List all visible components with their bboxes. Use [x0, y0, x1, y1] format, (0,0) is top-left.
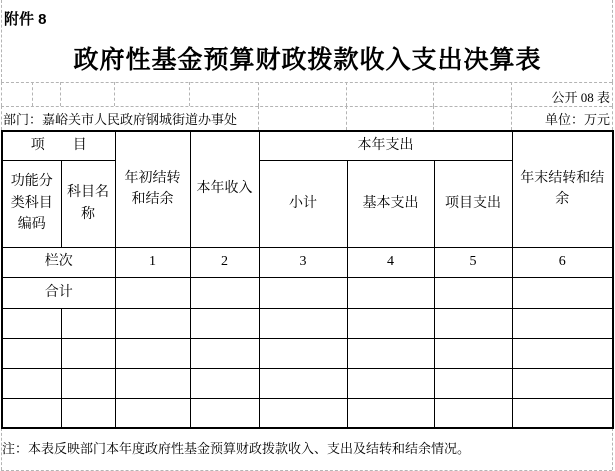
col-number-cell: 4 — [347, 247, 434, 277]
data-cell — [115, 338, 190, 368]
data-cell — [61, 398, 115, 428]
page-title: 政府性基金预算财政拨款收入支出决算表 — [73, 47, 542, 74]
gridline — [1, 82, 612, 83]
data-cell — [2, 308, 61, 338]
col-number-cell: 2 — [190, 247, 259, 277]
header-basic-expense: 基本支出 — [347, 160, 434, 247]
gridline — [32, 82, 33, 106]
header-subject-name: 科目名称 — [61, 160, 115, 247]
col-number-cell: 6 — [512, 247, 613, 277]
gridline — [433, 82, 434, 106]
header-year-income: 本年收入 — [190, 131, 259, 247]
gridline — [612, 428, 613, 470]
note-text: 注：本表反映部门本年度政府性基金预算财政拨款收入、支出及结转和结余情况。 — [2, 441, 471, 456]
header-subtotal: 小计 — [259, 160, 347, 247]
total-value-cell — [434, 277, 512, 308]
meta-row — [3, 109, 610, 128]
data-cell — [61, 368, 115, 398]
header-func-code: 功能分类科目编码 — [2, 160, 61, 247]
fund-budget-table — [1, 130, 614, 429]
data-cell — [190, 308, 259, 338]
gridline — [189, 82, 190, 106]
header-begin-balance: 年初结转和结余 — [115, 131, 190, 247]
data-cell — [259, 398, 347, 428]
data-cell — [61, 308, 115, 338]
data-cell — [115, 308, 190, 338]
gridline — [1, 106, 612, 107]
data-cell — [259, 338, 347, 368]
col-number-cell: 5 — [434, 247, 512, 277]
data-cell — [190, 368, 259, 398]
data-cell — [190, 398, 259, 428]
data-cell — [347, 308, 434, 338]
gridline — [612, 106, 613, 130]
gridline — [258, 82, 259, 106]
header-project-expense: 项目支出 — [434, 160, 512, 247]
data-cell — [190, 338, 259, 368]
gridline — [612, 82, 613, 106]
total-value-cell — [347, 277, 434, 308]
data-cell — [512, 368, 613, 398]
data-cell — [2, 338, 61, 368]
gridline — [346, 82, 347, 106]
data-cell — [347, 338, 434, 368]
data-cell — [512, 398, 613, 428]
data-cell — [512, 338, 613, 368]
total-value-cell — [259, 277, 347, 308]
total-value-cell — [190, 277, 259, 308]
data-cell — [434, 338, 512, 368]
data-cell — [434, 368, 512, 398]
unit-label: 单位：万元 — [544, 112, 610, 127]
total-value-cell — [115, 277, 190, 308]
data-cell — [512, 308, 613, 338]
gridline — [511, 82, 512, 106]
total-value-cell — [512, 277, 613, 308]
header-end-balance: 年末结转和结余 — [512, 131, 613, 247]
form-number-label: 公开 08 表 — [551, 90, 610, 105]
header-year-expense: 本年支出 — [259, 131, 512, 160]
col-number-cell: 1 — [115, 247, 190, 277]
gridline — [1, 82, 2, 106]
gridline — [114, 82, 115, 106]
gridline — [1, 106, 2, 130]
data-cell — [434, 398, 512, 428]
header-item: 项 目 — [2, 131, 115, 160]
department-label: 部门：嘉峪关市人民政府钢城街道办事处 — [3, 112, 238, 127]
data-cell — [434, 308, 512, 338]
data-cell — [259, 368, 347, 398]
data-cell — [115, 398, 190, 428]
data-cell — [259, 308, 347, 338]
data-cell — [347, 368, 434, 398]
row-label-cell: 栏次 — [2, 247, 115, 277]
col-number-cell: 3 — [259, 247, 347, 277]
data-cell — [2, 368, 61, 398]
data-cell — [115, 368, 190, 398]
attachment-label: 附件 8 — [4, 11, 47, 28]
data-cell — [347, 398, 434, 428]
data-cell — [61, 338, 115, 368]
data-cell — [2, 398, 61, 428]
total-label-cell: 合计 — [2, 277, 115, 308]
gridline — [60, 82, 61, 106]
